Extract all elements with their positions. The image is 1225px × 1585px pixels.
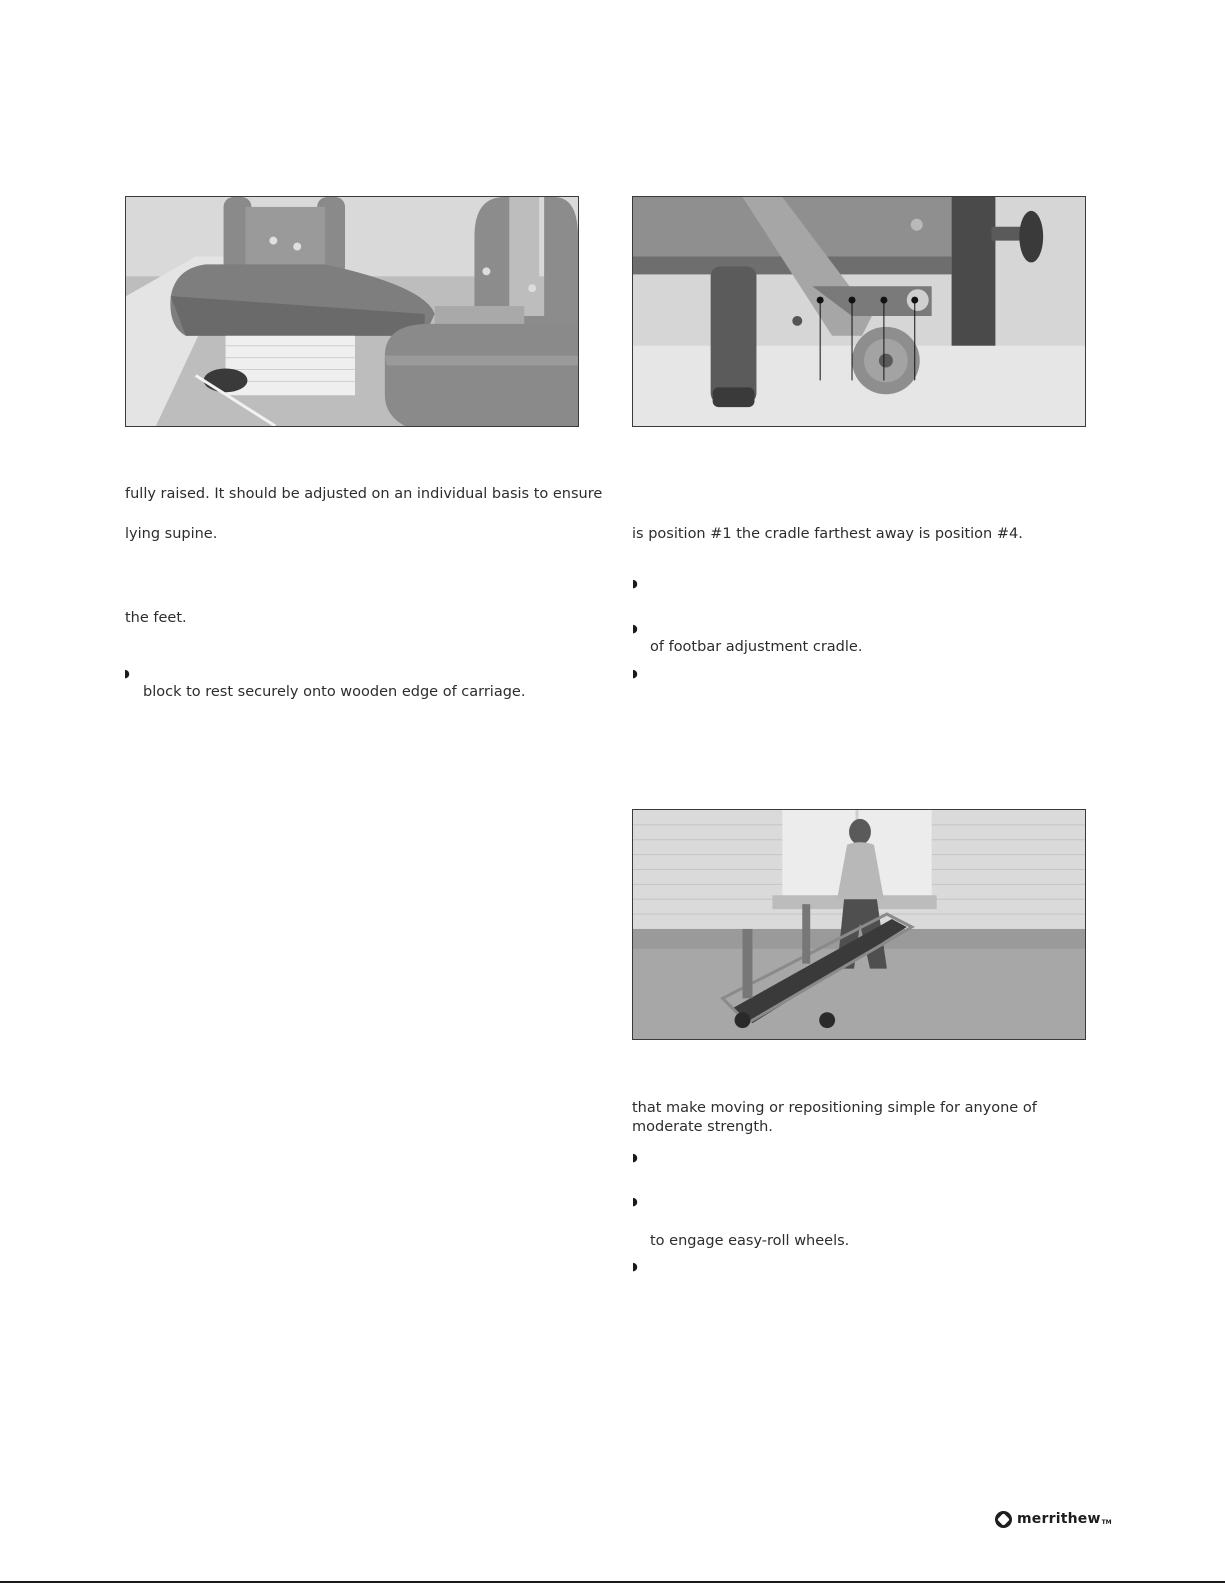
bottom-rule [0,1581,1225,1583]
half-circle-bullet-icon: ◗ [632,622,638,635]
merrithew-logo-icon [995,1511,1012,1528]
moving-reformer-image [633,810,1085,1039]
half-circle-bullet-icon: ◗ [124,667,130,680]
right-s1-text-line-1: is position #1 the cradle farthest away is position #4. [632,526,1023,542]
half-circle-bullet-icon: ◗ [632,1151,638,1164]
half-circle-bullet-icon: ◗ [632,577,638,590]
half-circle-bullet-icon: ◗ [632,667,638,680]
right-s2-bullet-2-continuation: to engage easy-roll wheels. [650,1233,850,1249]
padded-block-image [126,197,578,426]
right-s2-text-line-1: that make moving or repositioning simple for anyone of [632,1100,1037,1116]
left-bullet-1-continuation: block to rest securely onto wooden edge of carriage. [143,684,526,700]
right-s2-text-line-2: moderate strength. [632,1119,773,1135]
trademark: TM [1101,1519,1112,1526]
half-circle-bullet-icon: ◗ [632,1195,638,1208]
photo-footbar-cradle [632,196,1086,427]
left-text-line-3: the feet. [125,610,187,626]
photo-padded-block [125,196,579,427]
right-s1-bullet-2-continuation: of footbar adjustment cradle. [650,639,863,655]
half-circle-bullet-icon: ◗ [632,1260,638,1273]
brand-name: merrithew [1017,1511,1101,1527]
left-text-line-1: fully raised. It should be adjusted on an individual basis to ensure [125,486,603,502]
footbar-cradle-image [633,197,1085,426]
photo-moving-reformer [632,809,1086,1040]
brand-logo [995,1509,1112,1529]
left-text-line-2: lying supine. [125,526,218,542]
